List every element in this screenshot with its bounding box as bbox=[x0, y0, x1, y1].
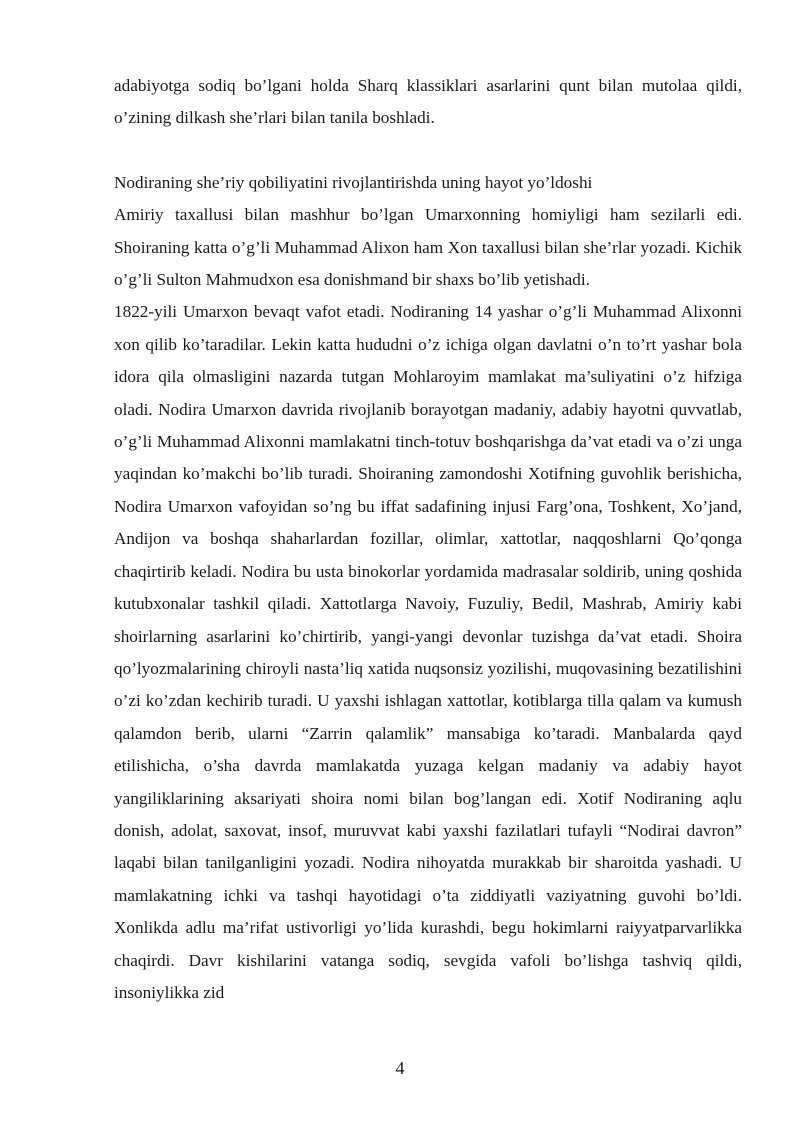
document-body bbox=[114, 70, 742, 1009]
paragraph-intro: adabiyotga sodiq bo’lgani holda Sharq klassiklari asarlarini qunt bilan mutolaa qildi, o’zining dilkash she’rlari bilan tanila boshladi. bbox=[114, 76, 742, 128]
page-number: 4 bbox=[395, 1058, 405, 1078]
paragraph-1822: 1822-yili Umarxon bevaqt vafot etadi. Nodiraning 14 yashar o’g’li Muhammad Alixonni xon qilib ko’taradilar. Lekin katta hududni o’z ichiga olgan davlatni o’n to’rt yashar bola idora qila olmasligini nazarda tutgan Mohlaroyim mamlakat ma’suliyatini o’z hifziga oladi. Nodira Umarxon davrida rivojlanib borayotgan madaniy, adabiy hayotni quvvatlab, o’g’li Muhammad Alixonni mamlakatni tinch-totuv boshqarishga da’vat etadi va o’zi unga yaqindan ko’makchi bo’lib turadi. Shoiraning zamondoshi Xotifning guvohlik berishicha, Nodira Umarxon vafoyidan so’ng bu iffat sadafining injusi Farg’ona, Toshkent, Xo’jand, Andijon va boshqa shaharlardan fozillar, olimlar, xattotlar, naqqoshlarni Qo’qonga chaqirtirib keladi. Nodira bu usta binokorlar yordamida madrasalar soldirib, uning qoshida kutubxonalar tashkil qiladi. Xattotlarga Navoiy, Fuzuliy, Bedil, Mashrab, Amiriy kabi shoirlarning asarlarini ko’chirtirib, yangi-yangi devonlar tuzishga da’vat etadi. Shoira qo’lyozmalarining chiroyli nasta’liq xatida nuqsonsiz yozilishi, muqovasining bezatilishini o’zi ko’zdan kechirib turadi. U yaxshi ishlagan xattotlar, kotiblarga tilla qalam va kumush qalamdon berib, ularni “Zarrin qalamlik” mansabiga ko’taradi. Manbalarda qayd etilishicha, o’sha davrda mamlakatda yuzaga kelgan madaniy va adabiy hayot yangiliklarining aksariyati shoira nomi bilan bog’langan edi. Xotif Nodiraning aqlu donish, adolat, saxovat, insof, muruvvat kabi yaxshi fazilatlari tufayli “Nodirai davron” laqabi bilan tanilganligini yozadi. Nodira nihoyatda murakkab bir sharoitda yashadi. U mamlakatning ichki va tashqi hayotidagi o’ta ziddiyatli vaziyatning guvohi bo’ldi. Xonlikda adlu ma’rifat ustivorligi yo’lida kurashdi, begu hokimlarni raiyyatparvarlikka chaqirdi. Davr kishilarini vatanga sodiq, sevgida vafoli bo’lishga tashviq qildi, insoniylikka zid bbox=[114, 302, 742, 1002]
paragraph-amiriy: Amiriy taxallusi bilan mashhur bo’lgan Umarxonning homiyligi ham sezilarli edi. Shoiraning katta o’g’li Muhammad Alixon ham Xon taxallusi bilan she’rlar yozadi. Kichik o’g’li Sulton Mahmudxon esa donishmand bir shaxs bo’lib yetishadi. bbox=[114, 205, 742, 290]
paragraph-poetic-ability: Nodiraning she’riy qobiliyatini rivojlantirishda uning hayot yo’ldoshi bbox=[114, 172, 593, 192]
